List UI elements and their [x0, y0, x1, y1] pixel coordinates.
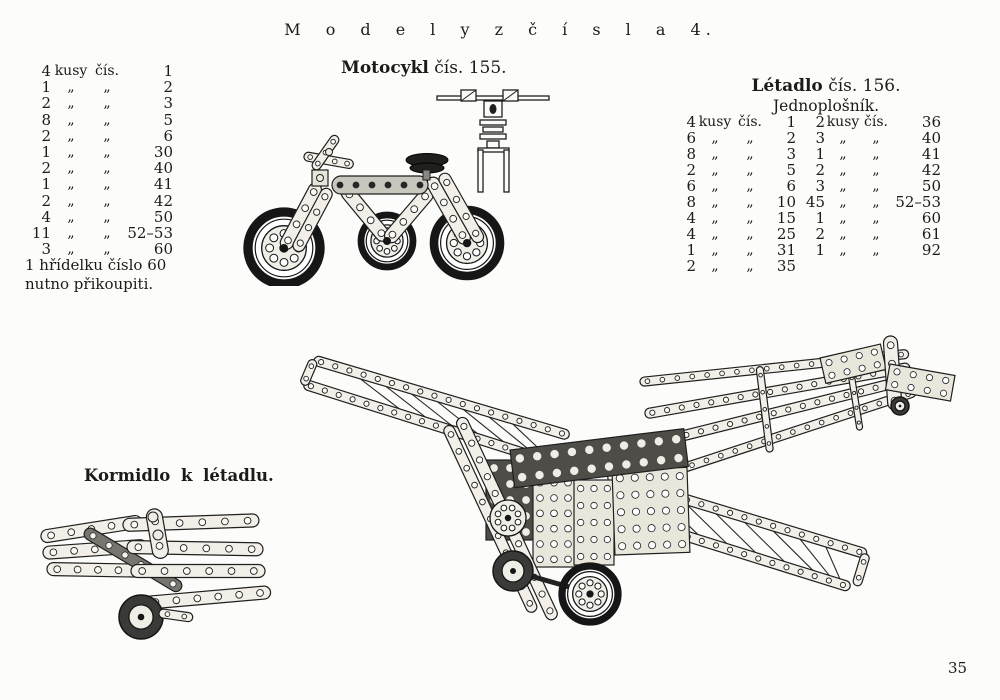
- part-qty: 6: [686, 177, 696, 195]
- ditto-kusy: „: [67, 160, 75, 177]
- rudder-pulley: [119, 595, 163, 639]
- part-qty: 8: [686, 193, 696, 211]
- part-qty: 4: [686, 209, 696, 227]
- ditto-kusy: „: [711, 242, 719, 258]
- part-qty: 8: [41, 110, 51, 129]
- part-number: 60: [921, 209, 941, 227]
- parts-row: [27, 241, 173, 257]
- part-number: 25: [776, 225, 796, 243]
- ditto-kusy: „: [67, 95, 75, 112]
- part-number: 31: [776, 241, 796, 259]
- ditto-cis: „: [103, 208, 111, 225]
- parts-row: [676, 226, 796, 242]
- ditto-kusy: „: [839, 210, 847, 226]
- parts-row: [27, 95, 173, 111]
- ditto-cis: „: [103, 225, 111, 242]
- ditto-cis: čís.: [738, 114, 762, 130]
- page-number: 35: [948, 659, 968, 677]
- part-qty: 6: [686, 129, 696, 147]
- ditto-kusy: kusy: [698, 114, 732, 130]
- part-number: 2: [786, 129, 796, 147]
- part-qty: 4: [41, 207, 51, 226]
- part-number: 42: [921, 161, 941, 179]
- ditto-kusy: „: [67, 176, 75, 193]
- part-number: 92: [921, 241, 941, 259]
- landing-gear-wheel: [562, 566, 618, 622]
- part-number: 50: [153, 207, 173, 226]
- ditto-cis: „: [746, 178, 754, 194]
- ditto-cis: „: [872, 210, 880, 226]
- parts-row: [676, 162, 796, 178]
- part-number: 3: [786, 145, 796, 163]
- ditto-cis: čís.: [95, 63, 119, 79]
- letadlo-parts-list-left: [676, 114, 796, 274]
- parts-row: [676, 130, 796, 146]
- parts-row: [797, 194, 941, 210]
- part-number: 60: [153, 240, 173, 259]
- kormidlo-illustration: [25, 497, 305, 669]
- part-qty: 11: [31, 224, 51, 243]
- ditto-kusy: „: [711, 194, 719, 210]
- ditto-cis: „: [103, 111, 111, 128]
- parts-row: [797, 210, 941, 226]
- parts-row: [27, 160, 173, 176]
- ditto-kusy: „: [67, 241, 75, 258]
- letadlo-name: Létadlo: [751, 76, 823, 96]
- part-qty: 1: [41, 175, 51, 194]
- part-qty: 8: [686, 145, 696, 163]
- part-qty: 2: [815, 225, 825, 243]
- ditto-cis: „: [746, 146, 754, 162]
- ditto-kusy: „: [839, 194, 847, 210]
- parts-row: [27, 225, 173, 241]
- ditto-kusy: „: [839, 130, 847, 146]
- parts-row: [27, 144, 173, 160]
- part-number: 41: [921, 145, 941, 163]
- motocykl-heading: [341, 58, 507, 78]
- ditto-cis: „: [746, 194, 754, 210]
- ditto-cis: „: [103, 241, 111, 258]
- part-number: 41: [153, 175, 173, 194]
- part-qty: 1: [815, 241, 825, 259]
- motocykl-number: čís. 155.: [434, 58, 507, 78]
- letadlo-parts-list-right: [797, 114, 941, 258]
- part-number: 61: [921, 225, 941, 243]
- ditto-cis: „: [872, 242, 880, 258]
- part-number: 10: [776, 193, 796, 211]
- part-qty: 2: [41, 126, 51, 145]
- ditto-kusy: „: [67, 111, 75, 128]
- part-qty: 2: [41, 94, 51, 113]
- parts-row: [676, 114, 796, 130]
- ditto-cis: „: [746, 226, 754, 242]
- part-qty: 4: [41, 62, 51, 80]
- ditto-cis: „: [872, 226, 880, 242]
- ditto-kusy: „: [711, 146, 719, 162]
- ditto-kusy: „: [839, 226, 847, 242]
- propeller-hub-disc: [490, 500, 526, 536]
- motocykl-name: Motocykl: [341, 58, 429, 78]
- part-number: 35: [776, 257, 796, 275]
- parts-row: [676, 242, 796, 258]
- part-qty: 2: [686, 161, 696, 179]
- letadlo-heading: [700, 76, 952, 96]
- part-qty: 3: [815, 129, 825, 147]
- part-qty: 4: [686, 113, 696, 131]
- parts-row: [27, 112, 173, 128]
- parts-row: [797, 242, 941, 258]
- parts-row: [797, 178, 941, 194]
- ditto-kusy: „: [67, 192, 75, 209]
- part-number: 5: [163, 110, 173, 129]
- note-line-2: nutno přikoupiti.: [25, 275, 154, 293]
- ditto-kusy: „: [67, 127, 75, 144]
- ditto-cis: „: [746, 258, 754, 274]
- ditto-cis: čís.: [864, 114, 888, 130]
- ditto-kusy: „: [711, 178, 719, 194]
- part-number: 40: [921, 129, 941, 147]
- ditto-cis: „: [746, 130, 754, 146]
- ditto-cis: „: [872, 146, 880, 162]
- part-qty: 4: [686, 225, 696, 243]
- parts-row: [676, 146, 796, 162]
- ditto-cis: „: [103, 79, 111, 96]
- ditto-kusy: „: [67, 79, 75, 96]
- part-qty: 3: [815, 177, 825, 195]
- ditto-cis: „: [103, 176, 111, 193]
- letadlo-illustration: [300, 330, 980, 660]
- parts-row: [797, 114, 941, 130]
- page-title: M o d e l y z č í s l a 4.: [284, 20, 716, 39]
- parts-row: [27, 128, 173, 144]
- ditto-cis: „: [103, 192, 111, 209]
- ditto-kusy: „: [839, 178, 847, 194]
- ditto-kusy: „: [67, 208, 75, 225]
- parts-row: [797, 130, 941, 146]
- part-number: 40: [153, 159, 173, 178]
- parts-row: [27, 209, 173, 225]
- parts-row: [676, 258, 796, 274]
- parts-row: [797, 162, 941, 178]
- letadlo-number: čís. 156.: [828, 76, 901, 96]
- part-number: 1: [163, 62, 173, 80]
- ditto-kusy: kusy: [826, 114, 860, 130]
- part-number: 6: [786, 177, 796, 195]
- parts-row: [27, 193, 173, 209]
- part-qty: 2: [815, 161, 825, 179]
- ditto-kusy: „: [711, 162, 719, 178]
- ditto-cis: „: [746, 242, 754, 258]
- ditto-kusy: „: [67, 225, 75, 242]
- parts-row: [797, 226, 941, 242]
- part-number: 2: [163, 78, 173, 97]
- part-number: 42: [153, 191, 173, 210]
- ditto-kusy: „: [67, 144, 75, 161]
- ditto-cis: „: [103, 144, 111, 161]
- part-number: 5: [786, 161, 796, 179]
- part-qty: 3: [41, 240, 51, 259]
- part-qty: 1: [686, 241, 696, 259]
- fork-detail-illustration: [433, 86, 553, 198]
- part-qty: 1: [815, 209, 825, 227]
- ditto-kusy: „: [711, 210, 719, 226]
- ditto-cis: „: [103, 127, 111, 144]
- part-number: 6: [163, 126, 173, 145]
- ditto-cis: „: [746, 162, 754, 178]
- part-qty: 2: [815, 113, 825, 131]
- part-qty: 1: [41, 143, 51, 162]
- part-qty: 1: [41, 78, 51, 97]
- part-number: 52–53: [127, 224, 173, 243]
- part-number: 52–53: [895, 193, 941, 211]
- part-number: 15: [776, 209, 796, 227]
- ditto-kusy: „: [839, 146, 847, 162]
- ditto-kusy: kusy: [54, 63, 88, 79]
- part-number: 3: [163, 94, 173, 113]
- ditto-kusy: „: [839, 162, 847, 178]
- ditto-cis: „: [872, 178, 880, 194]
- part-number: 30: [153, 143, 173, 162]
- parts-row: [676, 210, 796, 226]
- parts-row: [27, 176, 173, 192]
- ditto-kusy: „: [711, 258, 719, 274]
- parts-row: [797, 146, 941, 162]
- parts-row: [27, 63, 173, 79]
- part-qty: 2: [41, 191, 51, 210]
- parts-row: [676, 194, 796, 210]
- note-line-1: 1 hřídelku číslo 60: [25, 256, 167, 274]
- ditto-cis: „: [746, 210, 754, 226]
- ditto-cis: „: [103, 95, 111, 112]
- ditto-kusy: „: [711, 226, 719, 242]
- ditto-cis: „: [872, 162, 880, 178]
- part-number: 36: [921, 113, 941, 131]
- landing-gear-pulley: [493, 551, 533, 591]
- part-number: 1: [786, 113, 796, 131]
- part-qty: 1: [815, 145, 825, 163]
- ditto-cis: „: [872, 194, 880, 210]
- kormidlo-heading: Kormidlo k létadlu.: [84, 466, 274, 485]
- part-qty: 2: [41, 159, 51, 178]
- parts-row: [27, 79, 173, 95]
- ditto-kusy: „: [711, 130, 719, 146]
- parts-row: [676, 178, 796, 194]
- letadlo-subtitle: Jednoplošník.: [772, 97, 880, 115]
- part-number: 50: [921, 177, 941, 195]
- ditto-cis: „: [103, 160, 111, 177]
- part-qty: 2: [686, 257, 696, 275]
- part-qty: 45: [805, 193, 825, 211]
- purchase-note: [25, 256, 166, 294]
- ditto-kusy: „: [839, 242, 847, 258]
- motocykl-parts-list: [27, 63, 173, 257]
- ditto-cis: „: [872, 130, 880, 146]
